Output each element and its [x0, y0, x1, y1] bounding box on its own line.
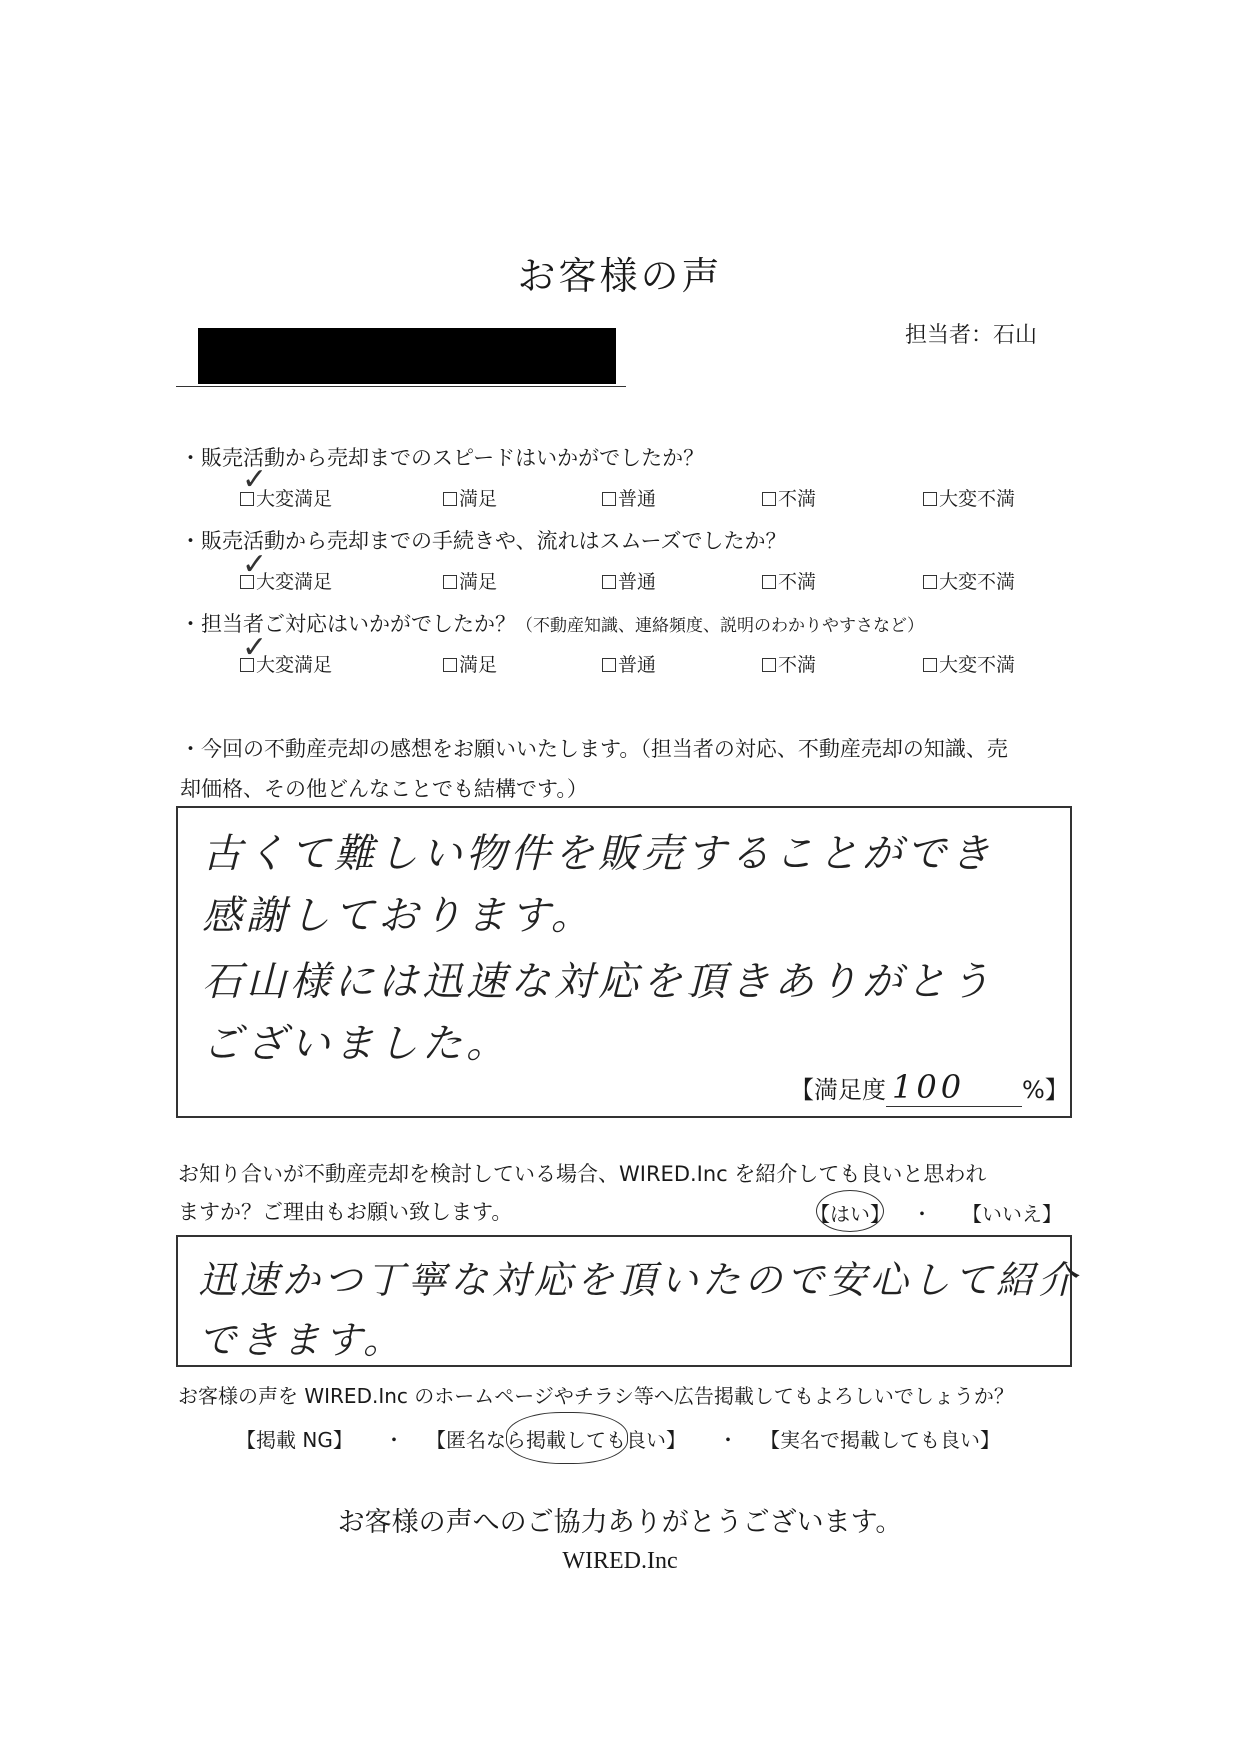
checkbox[interactable]	[923, 658, 937, 672]
option-very-dissatisfied[interactable]: 大変不満	[923, 567, 1015, 594]
separator-dot: ・	[912, 1202, 932, 1226]
checkbox[interactable]	[923, 492, 937, 506]
option-satisfied[interactable]: 満足	[443, 484, 497, 511]
referral-reason-box[interactable]	[176, 1235, 1081, 1367]
rating-row-speed	[240, 462, 1040, 514]
publish-option-anonymous[interactable]: 【匿名なら掲載しても良い】	[426, 1428, 686, 1452]
page-title: お客様の声	[517, 254, 723, 298]
option-very-dissatisfied[interactable]: 大変不満	[923, 650, 1015, 677]
option-very-dissatisfied[interactable]: 大変不満	[923, 484, 1015, 511]
option-satisfied[interactable]: 満足	[443, 650, 497, 677]
option-very-satisfied[interactable]: 大変満足	[240, 567, 332, 594]
option-dissatisfied[interactable]: 不満	[762, 484, 816, 511]
option-dissatisfied[interactable]: 不満	[762, 567, 816, 594]
impression-line: 感謝しております。	[202, 893, 595, 939]
checkbox[interactable]	[762, 658, 776, 672]
separator-dot: ・	[384, 1428, 404, 1452]
satisfaction-rating: 【満足度 100 %】	[790, 1068, 1069, 1106]
checkbox[interactable]	[602, 492, 616, 506]
separator-dot: ・	[718, 1428, 738, 1452]
option-normal[interactable]: 普通	[602, 484, 656, 511]
question-staff-response: ・担当者ご対応はいかがでしたか？（不動産知識、連絡頻度、説明のわかりやすさなど）	[180, 612, 924, 636]
referral-reason-line: 迅速かつ丁寧な対応を頂いたので安心して紹介	[198, 1258, 1081, 1302]
satisfaction-value[interactable]: 100	[886, 1068, 1022, 1107]
rating-row-staff	[240, 630, 1040, 680]
referral-prompt-line2: ますか？ご理由もお願い致します。	[178, 1200, 513, 1224]
option-normal[interactable]: 普通	[602, 650, 656, 677]
impression-prompt-line1: ・今回の不動産売却の感想をお願いいたします。（担当者の対応、不動産売却の知識、売	[180, 737, 1008, 761]
check-mark-icon: ✓	[242, 547, 268, 582]
check-mark-icon: ✓	[242, 462, 268, 497]
checkbox[interactable]	[443, 575, 457, 589]
referral-yes[interactable]: 【はい】	[810, 1202, 890, 1226]
selection-circle-icon	[816, 1190, 884, 1232]
option-dissatisfied[interactable]: 不満	[762, 650, 816, 677]
checkbox[interactable]	[602, 575, 616, 589]
check-mark-icon: ✓	[242, 630, 268, 665]
staff-name: 担当者：石山	[905, 323, 1038, 348]
checkbox[interactable]	[762, 575, 776, 589]
impression-line: 古くて難しい物件を販売することができ	[202, 831, 994, 877]
checkbox[interactable]	[923, 575, 937, 589]
rating-row-procedure	[240, 547, 1040, 597]
referral-prompt-line1: お知り合いが不動産売却を検討している場合、WIRED.Inc を紹介しても良いと思われ	[178, 1162, 987, 1186]
checkbox[interactable]	[602, 658, 616, 672]
footer-thanks: お客様の声へのご協力ありがとうございます。	[337, 1507, 903, 1538]
redacted-name	[198, 328, 616, 384]
impression-prompt-line2: 却価格、その他どんなことでも結構です。）	[180, 777, 588, 801]
selection-circle-icon	[506, 1412, 628, 1464]
referral-reason-line: できます。	[198, 1318, 405, 1362]
question-procedure: ・販売活動から売却までの手続きや、流れはスムーズでしたか？	[180, 529, 787, 553]
publish-option-ng[interactable]: 【掲載 NG】	[236, 1428, 353, 1452]
checkbox[interactable]	[443, 492, 457, 506]
option-normal[interactable]: 普通	[602, 567, 656, 594]
option-satisfied[interactable]: 満足	[443, 567, 497, 594]
publish-option-real-name[interactable]: 【実名で掲載しても良い】	[760, 1428, 1000, 1452]
option-very-satisfied[interactable]: 大変満足	[240, 650, 332, 677]
checkbox[interactable]	[443, 658, 457, 672]
option-very-satisfied[interactable]: 大変満足	[240, 484, 332, 511]
referral-no[interactable]: 【いいえ】	[962, 1202, 1062, 1226]
question-speed: ・販売活動から売却までのスピードはいかがでしたか？	[180, 446, 705, 470]
impression-line: 石山様には迅速な対応を頂きありがとう	[202, 959, 994, 1005]
footer-company: WIRED.Inc	[562, 1548, 678, 1574]
checkbox[interactable]	[762, 492, 776, 506]
impression-line: ございました。	[202, 1021, 510, 1067]
name-underline	[176, 386, 626, 387]
publish-prompt: お客様の声を WIRED.Inc のホームページやチラシ等へ広告掲載してもよろしいでしょうか？	[178, 1384, 1014, 1408]
